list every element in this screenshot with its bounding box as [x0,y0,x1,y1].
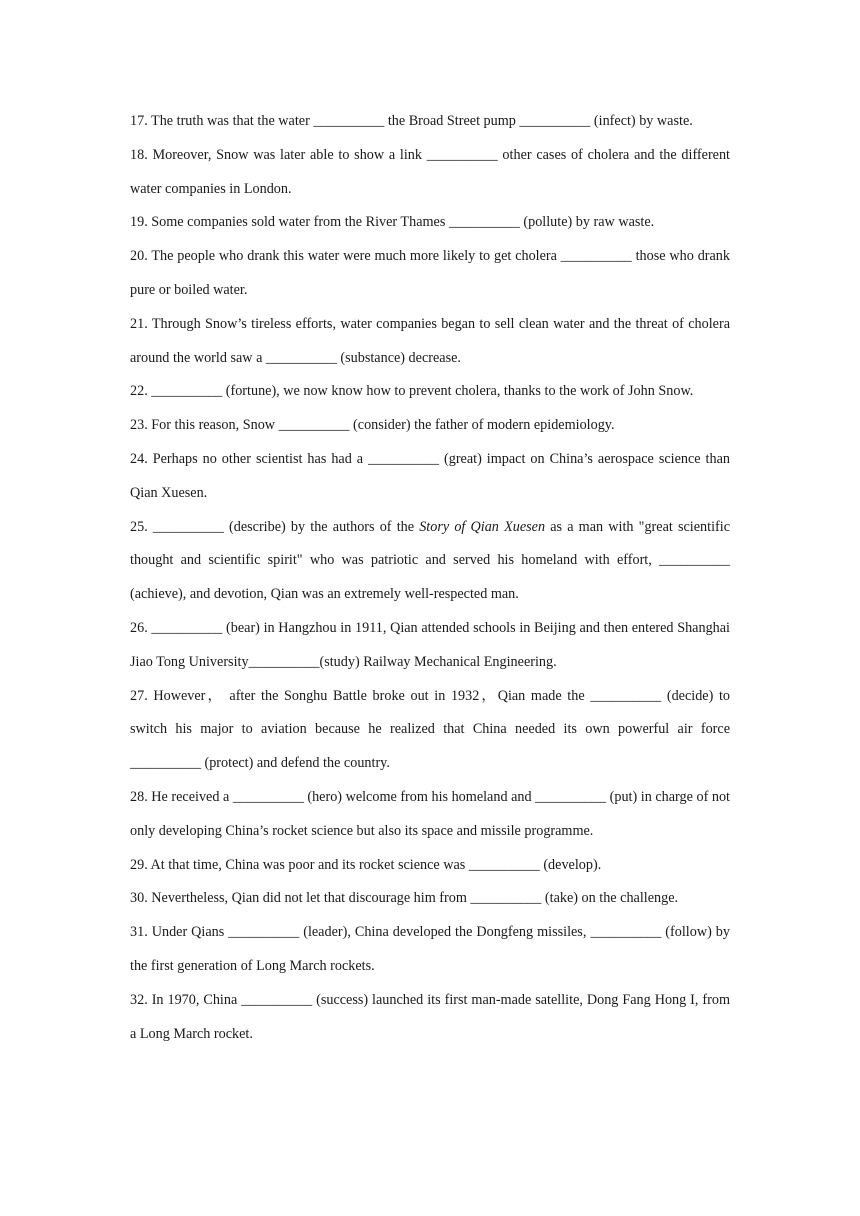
question-32 [130,984,730,1052]
exercise-list [130,105,730,1051]
question-25 [130,511,730,612]
question-26 [130,612,730,680]
question-text: 19. Some companies sold water from the River Thames __________ (pollute) by raw waste. [130,214,655,231]
question-21 [130,308,730,376]
question-24 [130,443,730,511]
question-27 [130,680,730,781]
question-text: 21. Through Snow’s tireless efforts, water companies began to sell clean water and the threat of cholera around the world saw a __________ (substance) decrease. [130,315,730,366]
question-18 [130,139,730,207]
book-title: Story of Qian Xuesen [419,518,546,535]
question-text-start: 25. __________ (describe) by the authors of the [130,518,420,535]
question-text: 26. __________ (bear) in Hangzhou in 1911, Qian attended schools in Beijing and then entered Shanghai Jiao Tong University__________(study) Railway Mechanical Engineering. [130,619,730,670]
question-text: 22. __________ (fortune), we now know how to prevent cholera, thanks to the work of John Snow. [130,383,694,400]
question-17 [130,105,730,139]
question-text: 30. Nevertheless, Qian did not let that discourage him from __________ (take) on the challenge. [130,890,679,907]
question-text-end: as a man with "great scientific thought and scientific spirit" who was patriotic and served his homeland with effort, __________ (achieve), and devotion, Qian was an extremely well-respected man. [130,518,730,603]
question-text: 17. The truth was that the water __________ the Broad Street pump __________ (infect) by waste. [130,113,693,129]
question-20 [130,240,730,308]
question-text: 32. In 1970, China __________ (success) launched its first man-made satellite, Dong Fang Hong I, from a Long March rocket. [130,991,730,1042]
question-22 [130,375,730,409]
question-text: 20. The people who drank this water were much more likely to get cholera __________ those who drank pure or boiled water. [130,248,730,298]
question-31 [130,916,730,984]
question-30 [130,882,730,916]
question-text: 24. Perhaps no other scientist has had a __________ (great) impact on China’s aerospace science than Qian Xuesen. [130,450,730,501]
question-23 [130,409,730,443]
question-28 [130,781,730,849]
question-text: 23. For this reason, Snow __________ (consider) the father of modern epidemiology. [130,417,615,434]
question-text: 29. At that time, China was poor and its rocket science was __________ (develop). [130,856,602,873]
question-29 [130,849,730,883]
question-text: 18. Moreover, Snow was later able to show a link __________ other cases of cholera and the different water companies in London. [130,146,730,197]
question-19 [130,206,730,240]
question-text: 27. However， after the Songhu Battle broke out in 1932，Qian made the __________ (decide) to switch his major to aviation because he realized that China needed its own powerful air force __________ (protect) and defend the country. [130,687,730,772]
question-text: 31. Under Qians __________ (leader), China developed the Dongfeng missiles, __________ (follow) by the first generation of Long March rockets. [130,924,730,974]
question-text: 28. He received a __________ (hero) welcome from his homeland and __________ (put) in charge of not only developing China’s rocket science but also its space and missile programme. [130,788,730,839]
